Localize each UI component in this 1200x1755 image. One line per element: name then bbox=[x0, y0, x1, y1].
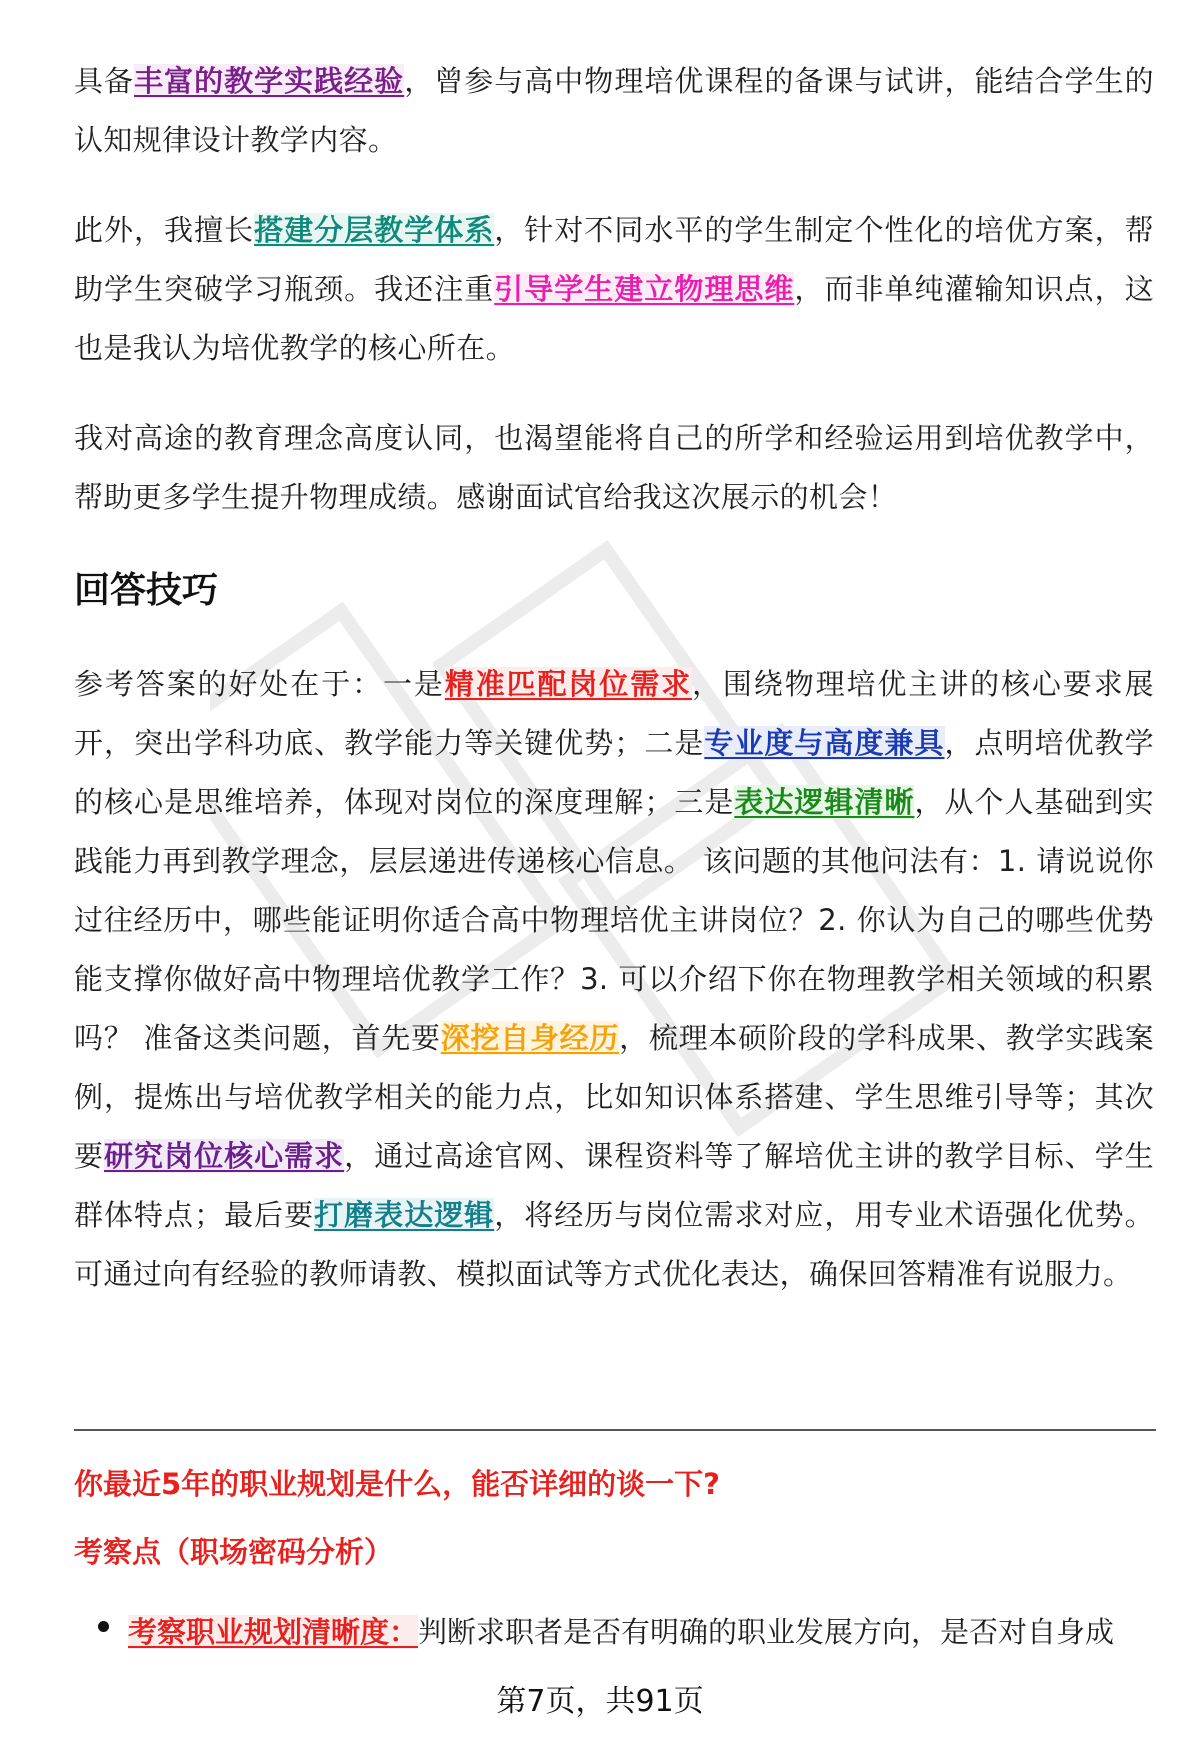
text: 具备 bbox=[74, 64, 135, 98]
highlight-match-requirements: 精准匹配岗位需求 bbox=[444, 667, 692, 701]
text: ，梳理本硕阶段的学科成果、教学实践案例，提炼出与培优教学相关的能力点，比如知识体系搭建、学生思维引导等；其次要 bbox=[74, 1021, 1155, 1173]
intro-paragraph-3: 我对高途的教育理念高度认同，也渴望能将自己的所学和经验运用到培优教学中，帮助更多学生提升物理成绩。感谢面试官给我这次展示的机会！ bbox=[74, 421, 1154, 514]
highlight-physics-thinking: 引导学生建立物理思维 bbox=[494, 272, 795, 306]
highlight-professionalism: 专业度与高度兼具 bbox=[704, 726, 945, 760]
text: ，将经历与岗位需求对应，用专业术语强化优势。可通过向有经验的教师请教、模拟面试等方式优化表达，确保回答精准有说服力。 bbox=[74, 1198, 1154, 1291]
text: ，通过高途官网、课程资料等了解培优主讲的教学目标、学生群体特点；最后要 bbox=[74, 1139, 1155, 1232]
intro-paragraph-2 bbox=[74, 201, 1154, 378]
bullet-label: 考察职业规划清晰度： bbox=[128, 1615, 419, 1649]
page-number: 第7页，共91页 bbox=[496, 1684, 704, 1719]
highlight-research-needs: 研究岗位核心需求 bbox=[104, 1139, 345, 1173]
tips-paragraph bbox=[74, 655, 1154, 1304]
assessment-subtitle: 考察点（职场密码分析） bbox=[74, 1535, 394, 1569]
bullet-text: 判断求职者是否有明确的职业发展方向，是否对自身成 bbox=[418, 1615, 1115, 1649]
highlight-practice-experience: 丰富的教学实践经验 bbox=[134, 64, 405, 98]
highlight-dig-experience: 深挖自身经历 bbox=[440, 1021, 620, 1055]
text: ，点明培优教学的核心是思维培养，体现对岗位的深度理解；三是 bbox=[74, 726, 1154, 819]
highlight-polish-logic: 打磨表达逻辑 bbox=[314, 1198, 495, 1232]
highlight-layered-teaching: 搭建分层教学体系 bbox=[254, 213, 495, 247]
text: ，围绕物理培优主讲的核心要求展开，突出学科功底、教学能力等关键优势；二是 bbox=[74, 667, 1154, 760]
highlight-clear-logic: 表达逻辑清晰 bbox=[734, 785, 915, 819]
bullet-icon bbox=[98, 1621, 109, 1632]
text: 参考答案的好处在于：一是 bbox=[74, 667, 445, 701]
text: ，曾参与高中物理培优课程的备课与试讲，能结合学生的认知规律设计教学内容。 bbox=[74, 64, 1154, 157]
text: ，从个人基础到实践能力再到教学理念，层层递进传递核心信息。 该问题的其他问法有：1. 请说说你过往经历中，哪些能证明你适合高中物理培优主讲岗位？2. 你认为自己的哪些优势能支撑你做好高中物理培优教学工作？3. 可以介绍下你在物理教学相关领域的积累吗？ 准备这类问题，首先要 bbox=[74, 785, 1155, 1055]
section-heading-tips: 回答技巧 bbox=[74, 570, 219, 611]
text: ，而非单纯灌输知识点，这也是我认为培优教学的核心所在。 bbox=[74, 272, 1154, 365]
question-title: 你最近5年的职业规划是什么，能否详细的谈一下? bbox=[74, 1467, 721, 1501]
text: 此外，我擅长 bbox=[74, 213, 255, 247]
intro-paragraph-1 bbox=[74, 52, 1154, 170]
divider bbox=[74, 1429, 1156, 1431]
bullet-content bbox=[128, 1610, 1114, 1651]
text: ，针对不同水平的学生制定个性化的培优方案，帮助学生突破学习瓶颈。我还注重 bbox=[74, 213, 1154, 306]
